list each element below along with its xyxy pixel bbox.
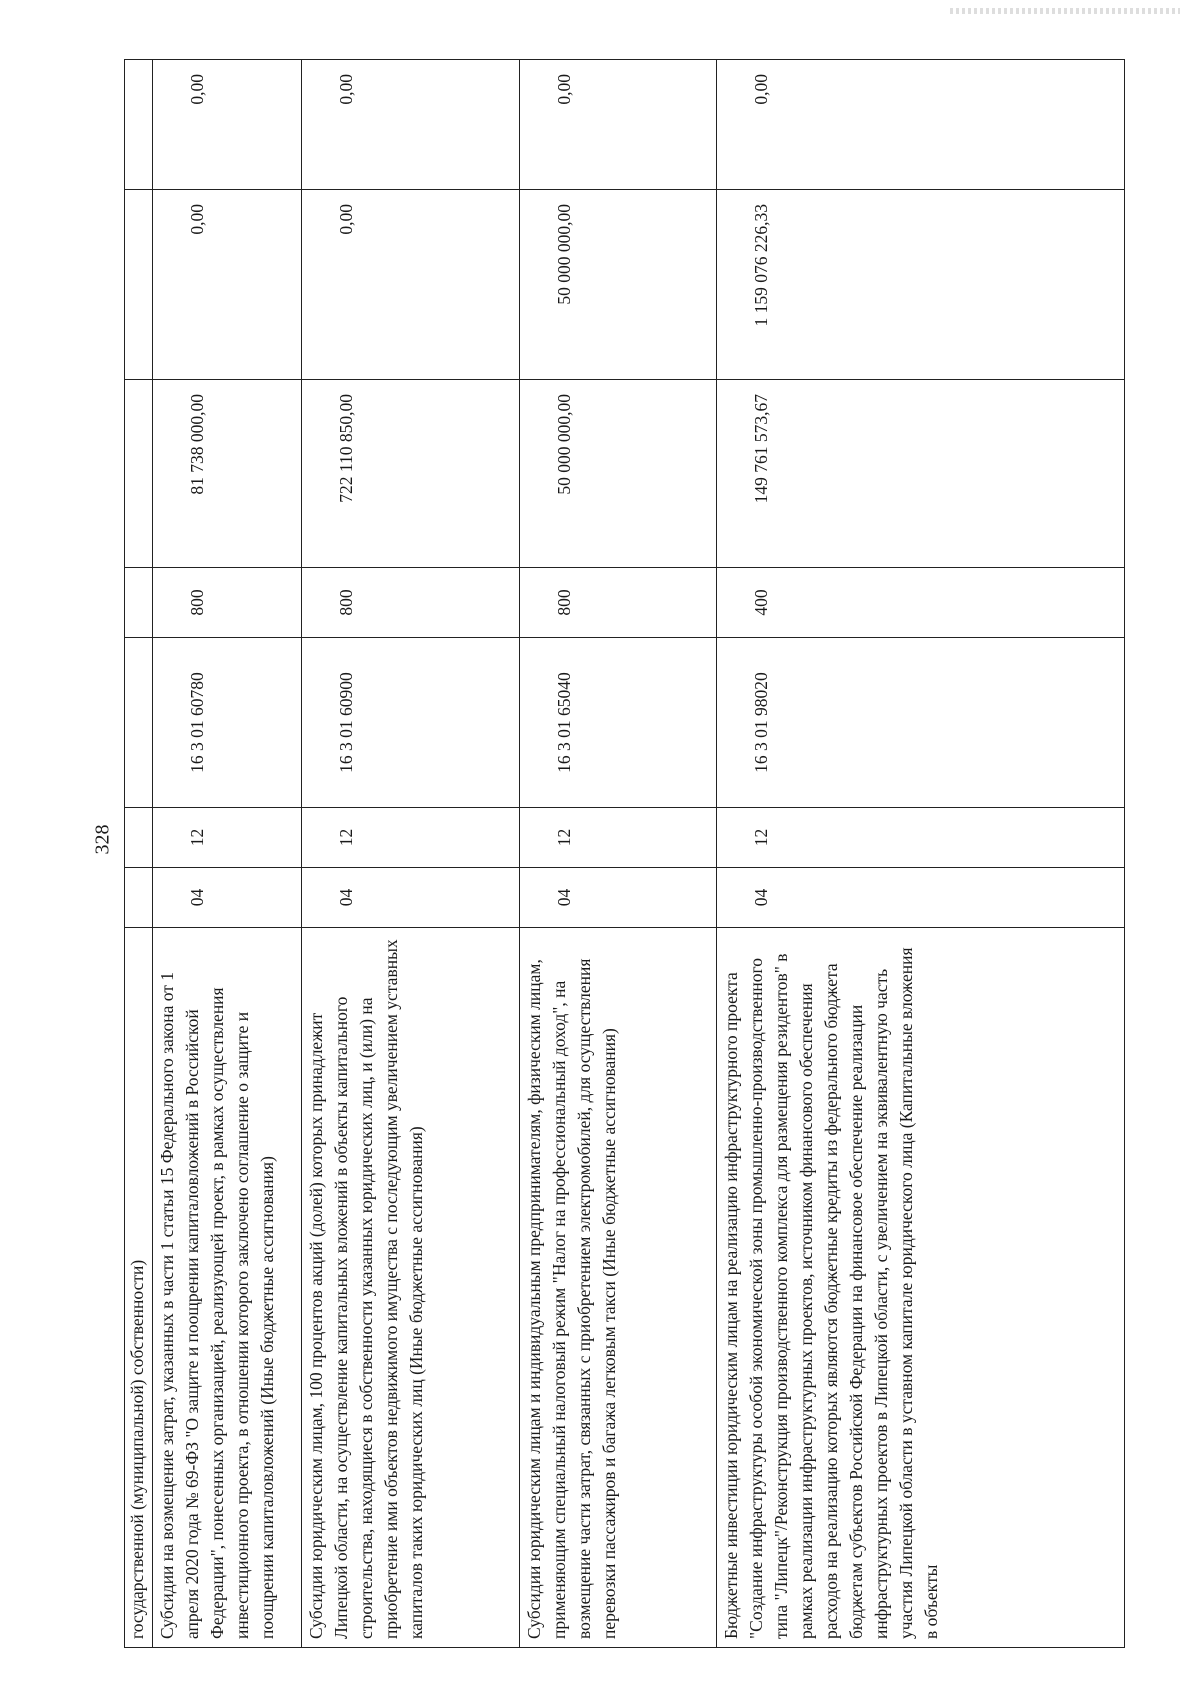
- empty-cell: [125, 868, 153, 928]
- target-article: 16 3 01 60780: [153, 638, 302, 808]
- target-article: 16 3 01 60900: [302, 638, 519, 808]
- empty-cell: [125, 60, 153, 190]
- row-description: Субсидии на возмещение затрат, указанных в части 1 статьи 15 Федерального закона от 1 апреля 2020 года № 69-ФЗ "О защите и поощрении капиталовложений в Российской Федерации", понесенных организацией, реализующей проект, в рамках осуществления инвестиционного проекта, в отношении которого заключено соглашение о защите и поощрении капиталовложений (Иные бюджетные ассигнования): [153, 928, 302, 1648]
- amount-year3: 0,00: [153, 60, 302, 190]
- amount-year2: 50 000 000,00: [519, 190, 716, 380]
- table-row: [302, 60, 519, 1648]
- expense-type: 800: [519, 568, 716, 638]
- subsection-code: 12: [153, 808, 302, 868]
- table-row: [717, 60, 1125, 1648]
- target-article: 16 3 01 65040: [519, 638, 716, 808]
- budget-table: [124, 59, 1125, 1648]
- row-description: государственной (муниципальной) собственности): [125, 928, 153, 1648]
- section-code: 04: [153, 868, 302, 928]
- expense-type: 400: [717, 568, 1125, 638]
- amount-year2: 0,00: [302, 190, 519, 380]
- table-row: [153, 60, 302, 1648]
- target-article: 16 3 01 98020: [717, 638, 1125, 808]
- empty-cell: [125, 190, 153, 380]
- table-row: [519, 60, 716, 1648]
- empty-cell: [125, 380, 153, 568]
- row-description: Бюджетные инвестиции юридическим лицам на реализацию инфраструктурного проекта "Создание инфраструктуры особой экономической зоны промышленно-производственного типа "Липецк"/Реконструкция производственного комплекса для размещения резидентов" в рамках реализации инфраструктурных проектов, источником финансового обеспечения расходов на реализацию которых являются бюджетные кредиты из федерального бюджета бюджетам субъектов Российской Федерации на финансовое обеспечение реализации инфраструктурных проектов в Липецкой области, с увеличением на эквивалентную часть участия Липецкой области в уставном капитале юридического лица (Капитальные вложения в объекты: [717, 928, 1125, 1648]
- rotated-table-container: [124, 60, 1125, 1648]
- amount-year1: 81 738 000,00: [153, 380, 302, 568]
- subsection-code: 12: [302, 808, 519, 868]
- scan-artifact: [950, 8, 1180, 14]
- row-description: Субсидии юридическим лицам и индивидуальным предпринимателям, физическим лицам, применяющим специальный налоговый режим "Налог на профессиональный доход", на возмещение части затрат, связанных с приобретением электромобилей, для осуществления перевозки пассажиров и багажа легковым такси (Иные бюджетные ассигнования): [519, 928, 716, 1648]
- amount-year2: 1 159 076 226,33: [717, 190, 1125, 380]
- subsection-code: 12: [519, 808, 716, 868]
- amount-year3: 0,00: [519, 60, 716, 190]
- page-number: 328: [91, 824, 114, 855]
- empty-cell: [125, 638, 153, 808]
- section-code: 04: [519, 868, 716, 928]
- empty-cell: [125, 808, 153, 868]
- amount-year2: 0,00: [153, 190, 302, 380]
- expense-type: 800: [302, 568, 519, 638]
- amount-year3: 0,00: [302, 60, 519, 190]
- empty-cell: [125, 568, 153, 638]
- amount-year1: 50 000 000,00: [519, 380, 716, 568]
- expense-type: 800: [153, 568, 302, 638]
- row-description: Субсидии юридическим лицам, 100 процентов акций (долей) которых принадлежит Липецкой области, на осуществление капитальных вложений в объекты капитального строительства, находящиеся в собственности указанных юридических лиц, и (или) на приобретение ими объектов недвижимого имущества с последующим увеличением уставных капиталов таких юридических лиц (Иные бюджетные ассигнования): [302, 928, 519, 1648]
- section-code: 04: [302, 868, 519, 928]
- amount-year1: 722 110 850,00: [302, 380, 519, 568]
- table-row: [125, 60, 153, 1648]
- amount-year1: 149 761 573,67: [717, 380, 1125, 568]
- amount-year3: 0,00: [717, 60, 1125, 190]
- section-code: 04: [717, 868, 1125, 928]
- subsection-code: 12: [717, 808, 1125, 868]
